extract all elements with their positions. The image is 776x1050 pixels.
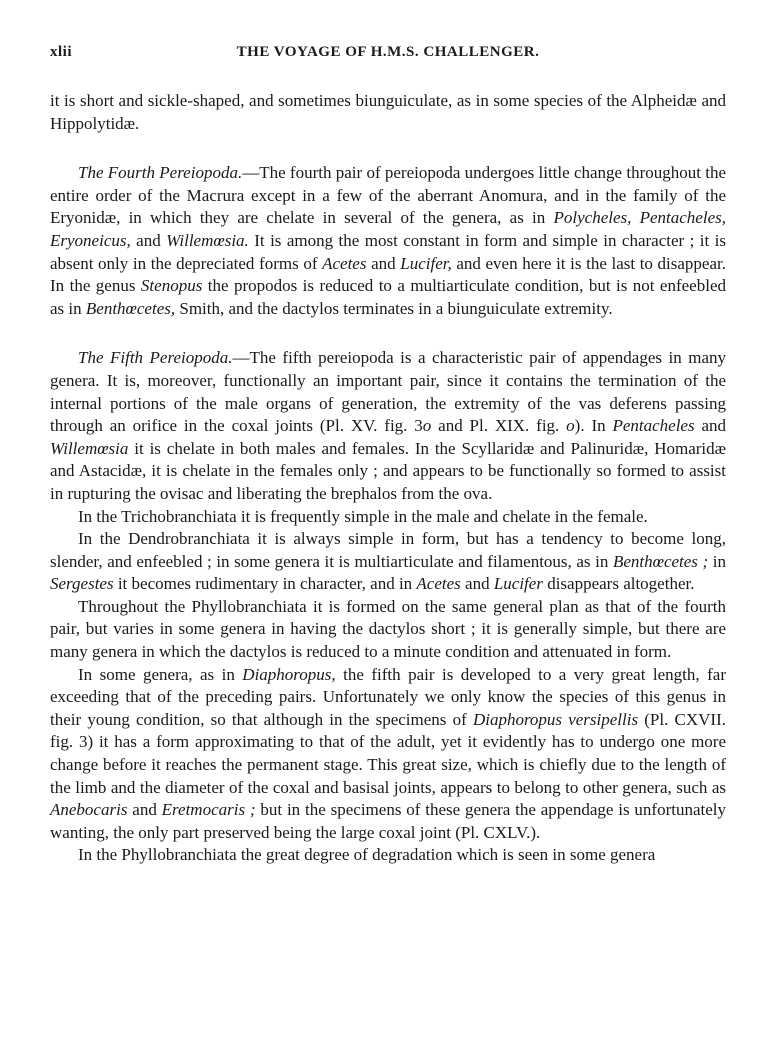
running-title: THE VOYAGE OF H.M.S. CHALLENGER. [236, 44, 540, 60]
paragraph-phyllobranchiata: Throughout the Phyllobranchiata it is formed on the same general plan as that of the fourth pair, but varies in some genera in having the dactylos short ; it is generally simple, but there are many genera in which the dactylos is reduced to a minute condition and attenuated in form. [50, 596, 726, 662]
page-number: xlii [50, 44, 73, 60]
paragraph-diaphoropus: In some genera, as in Diaphoropus, the fifth pair is developed to a very great length, far exceeding that of the preceding pairs. Unfortunately we only know the species of this genus in their young condition, so that although in the specimens of Diaphoropus versipellis (Pl. CXVII. fig. 3) it has a form approximating to that of the adult, yet it evidently has to undergo one more change before it reaches the permanent stage. This great size, which is chiefly due to the length of the limb and the diameter of the coxal and basisal joints, appears to belong to other genera, such as Anebocaris and Eretmocaris ; but in the specimens of these genera the appendage is unfortunately wanting, the only part preserved being the large coxal joint (Pl. CXLV.). [50, 664, 727, 842]
paragraph-fourth-pereiopoda: The Fourth Pereiopoda.—The fourth pair of pereiopoda undergoes little change throughout the entire order of the Macrura except in a few of the aberrant Anomura, and in the family of the Eryonidæ, in which they are chelate in several of the genera, as in Polycheles, Pentacheles, Eryoneicus, and Willemœsia. It is among the most constant in form and simple in character ; it is absent only in the depreciated forms of Acetes and Lucifer, and even here it is the last to disappear. In the genus Stenopus the propodos is reduced to a multiarticulate condition, but is not enfeebled as in Benthœcetes, Smith, and the dactylos terminates in a biunguiculate extremity. [50, 163, 727, 318]
paragraph-continuation: it is short and sickle-shaped, and sometimes biunguiculate, as in some species of the Alpheidæ and Hippolytidæ. [50, 91, 726, 133]
paragraph-trichobranchiata: In the Trichobranchiata it is frequently simple in the male and chelate in the female. [78, 506, 648, 526]
page-header [50, 44, 726, 70]
paragraph-fifth-pereiopoda: The Fifth Pereiopoda.—The fifth pereiopoda is a characteristic pair of appendages in many genera. It is, moreover, functionally an important pair, since it contains the termination of the internal portions of the male organs of generation, the extremity of the vas deferens passing through an orifice in the coxal joints (Pl. XV. fig. 3o and Pl. XIX. fig. o). In Pentacheles and Willemœsia it is chelate in both males and females. In the Scyllaridæ and Palinuridæ, Homaridæ and Astacidæ, it is chelate in the females only ; and appears to be functionally so formed to assist in rupturing the ovisac and liberating the brephalos from the ova. [50, 348, 727, 503]
section-heading-fifth-pereiopoda: The Fifth Pereiopoda. [78, 348, 233, 368]
paragraph-dendrobranchiata: In the Dendrobranchiata it is always simple in form, but has a tendency to become long, slender, and enfeebled ; in some genera it is multiarticulate and filamentous, as in Benthœcetes ; in Sergestes it becomes rudimentary in character, and in Acetes and Lucifer disappears altogether. [50, 529, 726, 594]
page-body [50, 90, 726, 867]
paragraph-degradation: In the Phyllobranchiata the great degree of degradation which is seen in some genera [78, 845, 656, 865]
section-heading-fourth-pereiopoda: The Fourth Pereiopoda. [78, 163, 243, 183]
